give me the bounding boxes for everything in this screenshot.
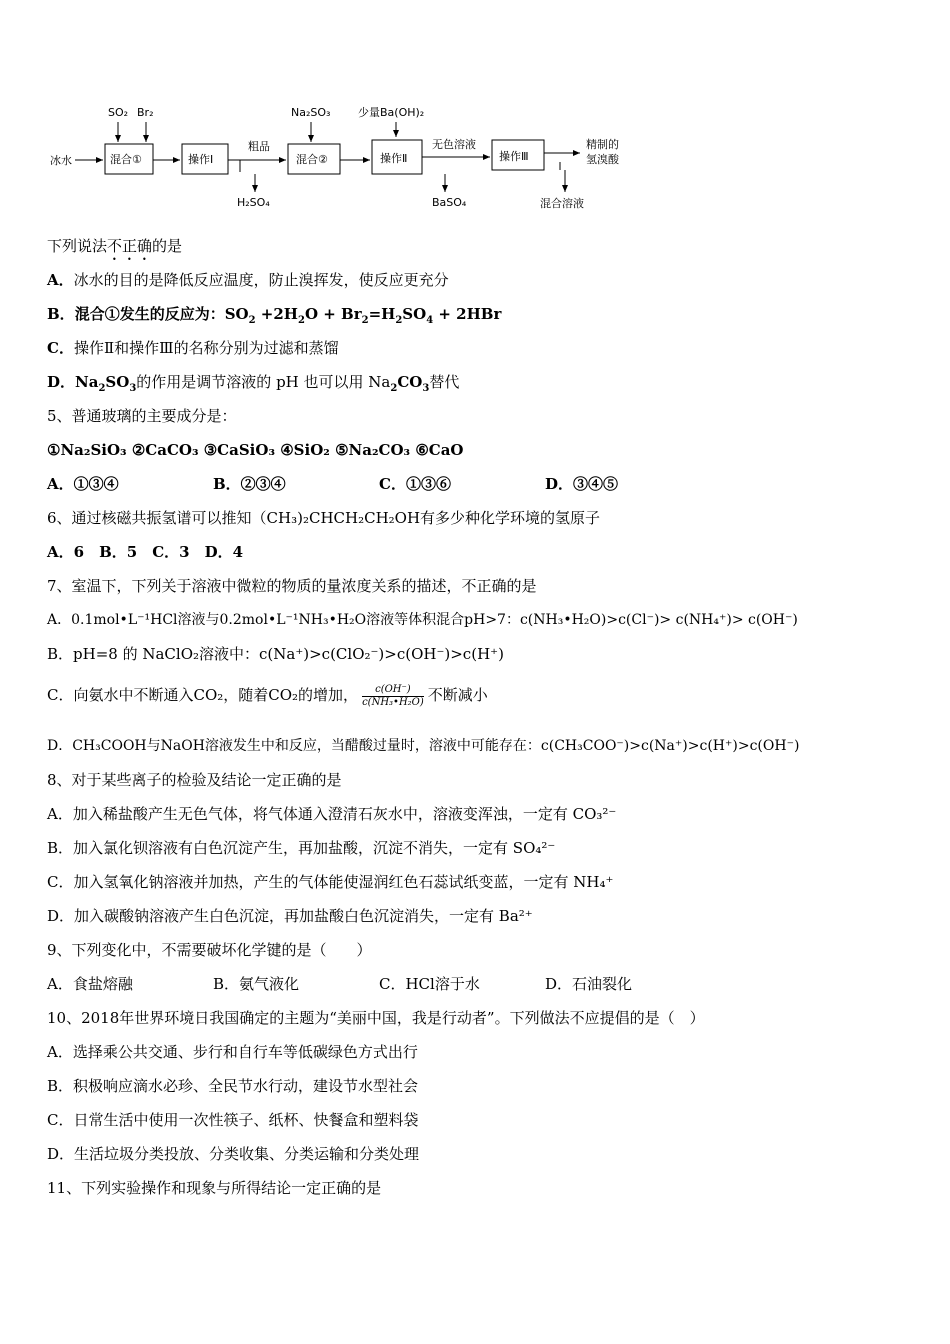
q5-options	[47, 474, 711, 494]
q9-option-b: B．氨气液化	[213, 975, 300, 993]
q6-stem: 6、通过核磁共振氢谱可以推知（CH₃)₂CHCH₂CH₂OH有多少种化学环境的氢原子	[47, 509, 601, 527]
q10-option-a: A．选择乘公共交通、步行和自行车等低碳绿色方式出行	[47, 1043, 418, 1061]
q8-stem: 8、对于某些离子的检验及结论一定正确的是	[47, 771, 342, 789]
q10-option-d: D．生活垃圾分类投放、分类收集、分类运输和分类处理	[47, 1145, 420, 1163]
colorless-label: 无色溶液	[432, 138, 476, 151]
q8-option-d: D．加入碳酸钠溶液产生白色沉淀，再加盐酸白色沉淀消失，一定有 Ba²⁺	[47, 907, 533, 925]
q4-option-d: D．$Na_2SO_3$的作用是调节溶液的 pH 也可以用 $Na_2CO_3$替代	[47, 373, 460, 394]
q5-option-c: C．①③⑥	[379, 475, 451, 493]
q9-option-a: A．食盐熔融	[47, 975, 133, 993]
crude-label: 粗品	[248, 140, 270, 153]
q8-option-c: C．加入氢氧化钠溶液并加热，产生的气体能使湿润红色石蕊试纸变蓝，一定有 NH₄⁺	[47, 873, 614, 891]
q7-option-a: A．0.1mol•L⁻¹HCl溶液与0.2mol•L⁻¹NH₃•H₂O溶液等体积混合pH>7：c(NH₃•H₂O)>c(Cl⁻)> c(NH₄⁺)> c(OH⁻)	[47, 612, 798, 628]
product-label-line1: 精制的	[586, 138, 619, 151]
product-label-line2: 氢溴酸	[586, 153, 619, 166]
op3-label: 操作Ⅲ	[499, 150, 529, 163]
q4-option-c: C．操作Ⅱ和操作Ⅲ的名称分别为过滤和蒸馏	[47, 339, 339, 357]
q7-stem: 7、室温下，下列关于溶液中微粒的物质的量浓度关系的描述，不正确的是	[47, 577, 537, 595]
so2-label: SO₂	[108, 106, 129, 119]
q6-options: A．6 B．5 C．3 D．4	[47, 543, 244, 561]
q8-option-b: B．加入氯化钡溶液有白色沉淀产生，再加盐酸，沉淀不消失，一定有 SO₄²⁻	[47, 839, 556, 857]
q9-stem: 9、下列变化中，不需要破坏化学键的是（ ）	[47, 941, 372, 959]
br2-label: Br₂	[137, 106, 154, 119]
q7-option-b: B．pH=8 的 NaClO₂溶液中：c(Na⁺)>c(ClO₂⁻)>c(OH⁻)>c(H⁺)	[47, 645, 504, 663]
q9-options	[47, 974, 711, 994]
q9-option-c: C．HCl溶于水	[379, 975, 480, 993]
q9-option-d: D．石油裂化	[545, 975, 633, 993]
q4-option-a: A．冰水的目的是降低反应温度，防止溴挥发，使反应更充分	[47, 271, 449, 289]
q7-option-d: D．CH₃COOH与NaOH溶液发生中和反应，当醋酸过量时，溶液中可能存在：c(CH₃COO⁻)>c(Na⁺)>c(H⁺)>c(OH⁻)	[47, 738, 800, 754]
baoh2-label: 少量Ba(OH)₂	[358, 106, 425, 119]
q4-option-b: B．混合①发生的反应为：$SO_2 +2H_2O + Br_2=H_2SO_4 + 2HBr$	[47, 305, 502, 326]
q8-option-a: A．加入稀盐酸产生无色气体，将气体通入澄清石灰水中，溶液变浑浊，一定有 CO₃²⁻	[47, 805, 617, 823]
mix2-label: 混合②	[296, 153, 328, 166]
q4-stem: 下列说法不正确的是	[47, 237, 183, 255]
mixed-solution-label: 混合溶液	[540, 197, 584, 210]
ratio-fraction: $\frac{c(OH^-)}{\text{c(NH₃•H₂O)}}$	[362, 683, 424, 708]
q5-option-d: D．③④⑤	[545, 475, 619, 493]
op1-label: 操作Ⅰ	[188, 153, 214, 166]
process-flow-diagram	[40, 100, 680, 220]
mix1-label: 混合①	[110, 153, 142, 166]
q7-option-c: C．向氨水中不断通入CO₂，随着CO₂的增加， $\frac{c(OH^-)}{\text{c(NH₃•H₂O)}}$ 不断减小	[47, 683, 488, 708]
h2so4-label: H₂SO₄	[237, 196, 270, 209]
q5-list: ①Na₂SiO₃ ②CaCO₃ ③CaSiO₃ ④SiO₂ ⑤Na₂CO₃ ⑥CaO	[47, 441, 464, 459]
na2so3-label: Na₂SO₃	[291, 106, 331, 119]
q5-stem: 5、普通玻璃的主要成分是：	[47, 407, 237, 425]
baso4-label: BaSO₄	[432, 196, 467, 209]
q11-stem: 11、下列实验操作和现象与所得结论一定正确的是	[47, 1179, 382, 1197]
ice-water-label: 冰水	[50, 154, 72, 167]
q10-stem: 10、2018年世界环境日我国确定的主题为“美丽中国，我是行动者”。下列做法不应提倡的是（ ）	[47, 1009, 705, 1027]
q10-option-c: C．日常生活中使用一次性筷子、纸杯、快餐盒和塑料袋	[47, 1111, 419, 1129]
op2-label: 操作Ⅱ	[380, 152, 408, 165]
q5-option-b: B．②③④	[213, 475, 286, 493]
q10-option-b: B．积极响应滴水必珍、全民节水行动，建设节水型社会	[47, 1077, 419, 1095]
emphasis-not-correct: 不正确	[107, 237, 153, 255]
q5-option-a: A．①③④	[47, 475, 119, 493]
